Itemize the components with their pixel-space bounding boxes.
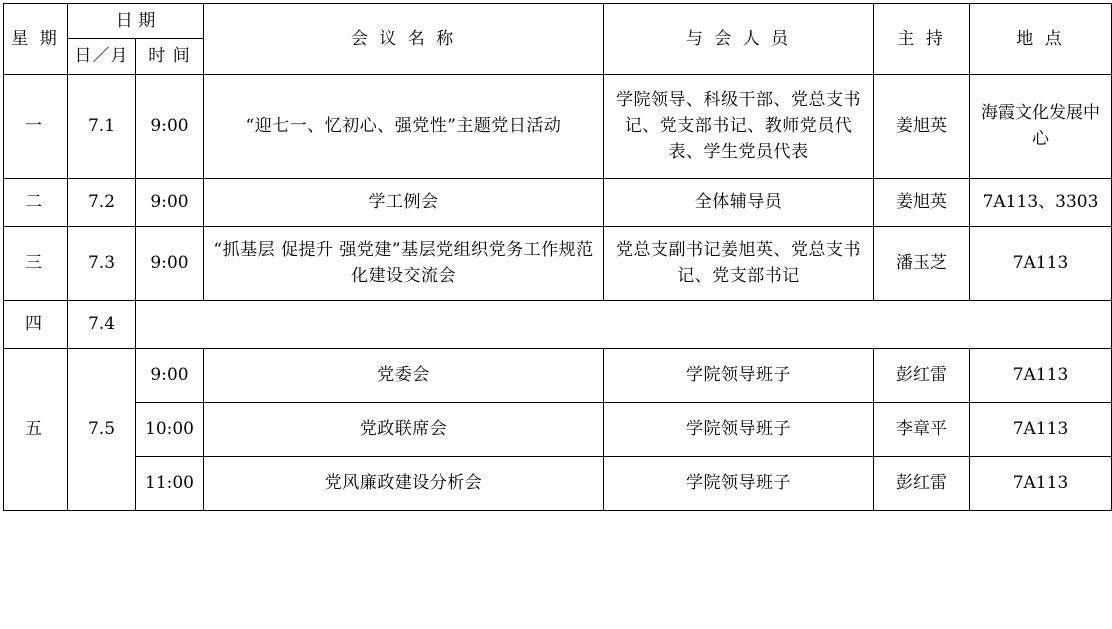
cell-time: 9:00 (136, 74, 204, 178)
cell-participants: 党总支副书记姜旭英、党总支书记、党支部书记 (604, 226, 874, 300)
cell-place: 7A113 (970, 456, 1112, 510)
cell-host: 李章平 (874, 402, 970, 456)
cell-place: 7A113 (970, 402, 1112, 456)
cell-participants: 学院领导班子 (604, 402, 874, 456)
cell-participants: 全体辅导员 (604, 178, 874, 226)
cell-week: 二 (4, 178, 68, 226)
cell-date: 7.5 (68, 348, 136, 510)
weekly-meeting-schedule-table (3, 3, 1112, 511)
cell-date: 7.3 (68, 226, 136, 300)
table-row (4, 178, 1112, 226)
column-header-time: 时 间 (136, 39, 204, 74)
cell-meeting-name: 党委会 (204, 348, 604, 402)
cell-place: 海霞文化发展中心 (970, 74, 1112, 178)
cell-date: 7.1 (68, 74, 136, 178)
cell-place: 7A113 (970, 226, 1112, 300)
cell-week: 一 (4, 74, 68, 178)
table-row (4, 402, 1112, 456)
cell-host: 姜旭英 (874, 74, 970, 178)
cell-meeting-name: “迎七一、忆初心、强党性”主题党日活动 (204, 74, 604, 178)
cell-week: 三 (4, 226, 68, 300)
cell-host: 姜旭英 (874, 178, 970, 226)
cell-host: 彭红雷 (874, 348, 970, 402)
cell-time: 9:00 (136, 348, 204, 402)
cell-time: 10:00 (136, 402, 204, 456)
cell-time: 11:00 (136, 456, 204, 510)
table-row (4, 348, 1112, 402)
table-header-row-top (4, 4, 1112, 39)
cell-date: 7.2 (68, 178, 136, 226)
cell-place: 7A113 (970, 348, 1112, 402)
cell-time: 9:00 (136, 226, 204, 300)
cell-participants: 学院领导班子 (604, 456, 874, 510)
cell-place: 7A113、3303 (970, 178, 1112, 226)
cell-meeting-name: 党风廉政建设分析会 (204, 456, 604, 510)
table-row (4, 300, 1112, 348)
cell-week: 四 (4, 300, 68, 348)
column-header-meeting-name: 会 议 名 称 (204, 4, 604, 75)
cell-week: 五 (4, 348, 68, 510)
column-header-date-group: 日 期 (68, 4, 204, 39)
column-header-participants: 与 会 人 员 (604, 4, 874, 75)
cell-host: 彭红雷 (874, 456, 970, 510)
column-header-week: 星 期 (4, 4, 68, 75)
table-row (4, 456, 1112, 510)
column-header-place: 地 点 (970, 4, 1112, 75)
cell-time: 9:00 (136, 178, 204, 226)
cell-host: 潘玉芝 (874, 226, 970, 300)
cell-meeting-name: 学工例会 (204, 178, 604, 226)
cell-meeting-name: “抓基层 促提升 强党建”基层党组织党务工作规范化建设交流会 (204, 226, 604, 300)
cell-date: 7.4 (68, 300, 136, 348)
table-row (4, 74, 1112, 178)
column-header-host: 主 持 (874, 4, 970, 75)
cell-meeting-name: 党政联席会 (204, 402, 604, 456)
cell-participants: 学院领导班子 (604, 348, 874, 402)
cell-participants: 学院领导、科级干部、党总支书记、党支部书记、教师党员代表、学生党员代表 (604, 74, 874, 178)
table-row (4, 226, 1112, 300)
cell-empty-day (136, 300, 1112, 348)
column-header-day-month: 日／月 (68, 39, 136, 74)
